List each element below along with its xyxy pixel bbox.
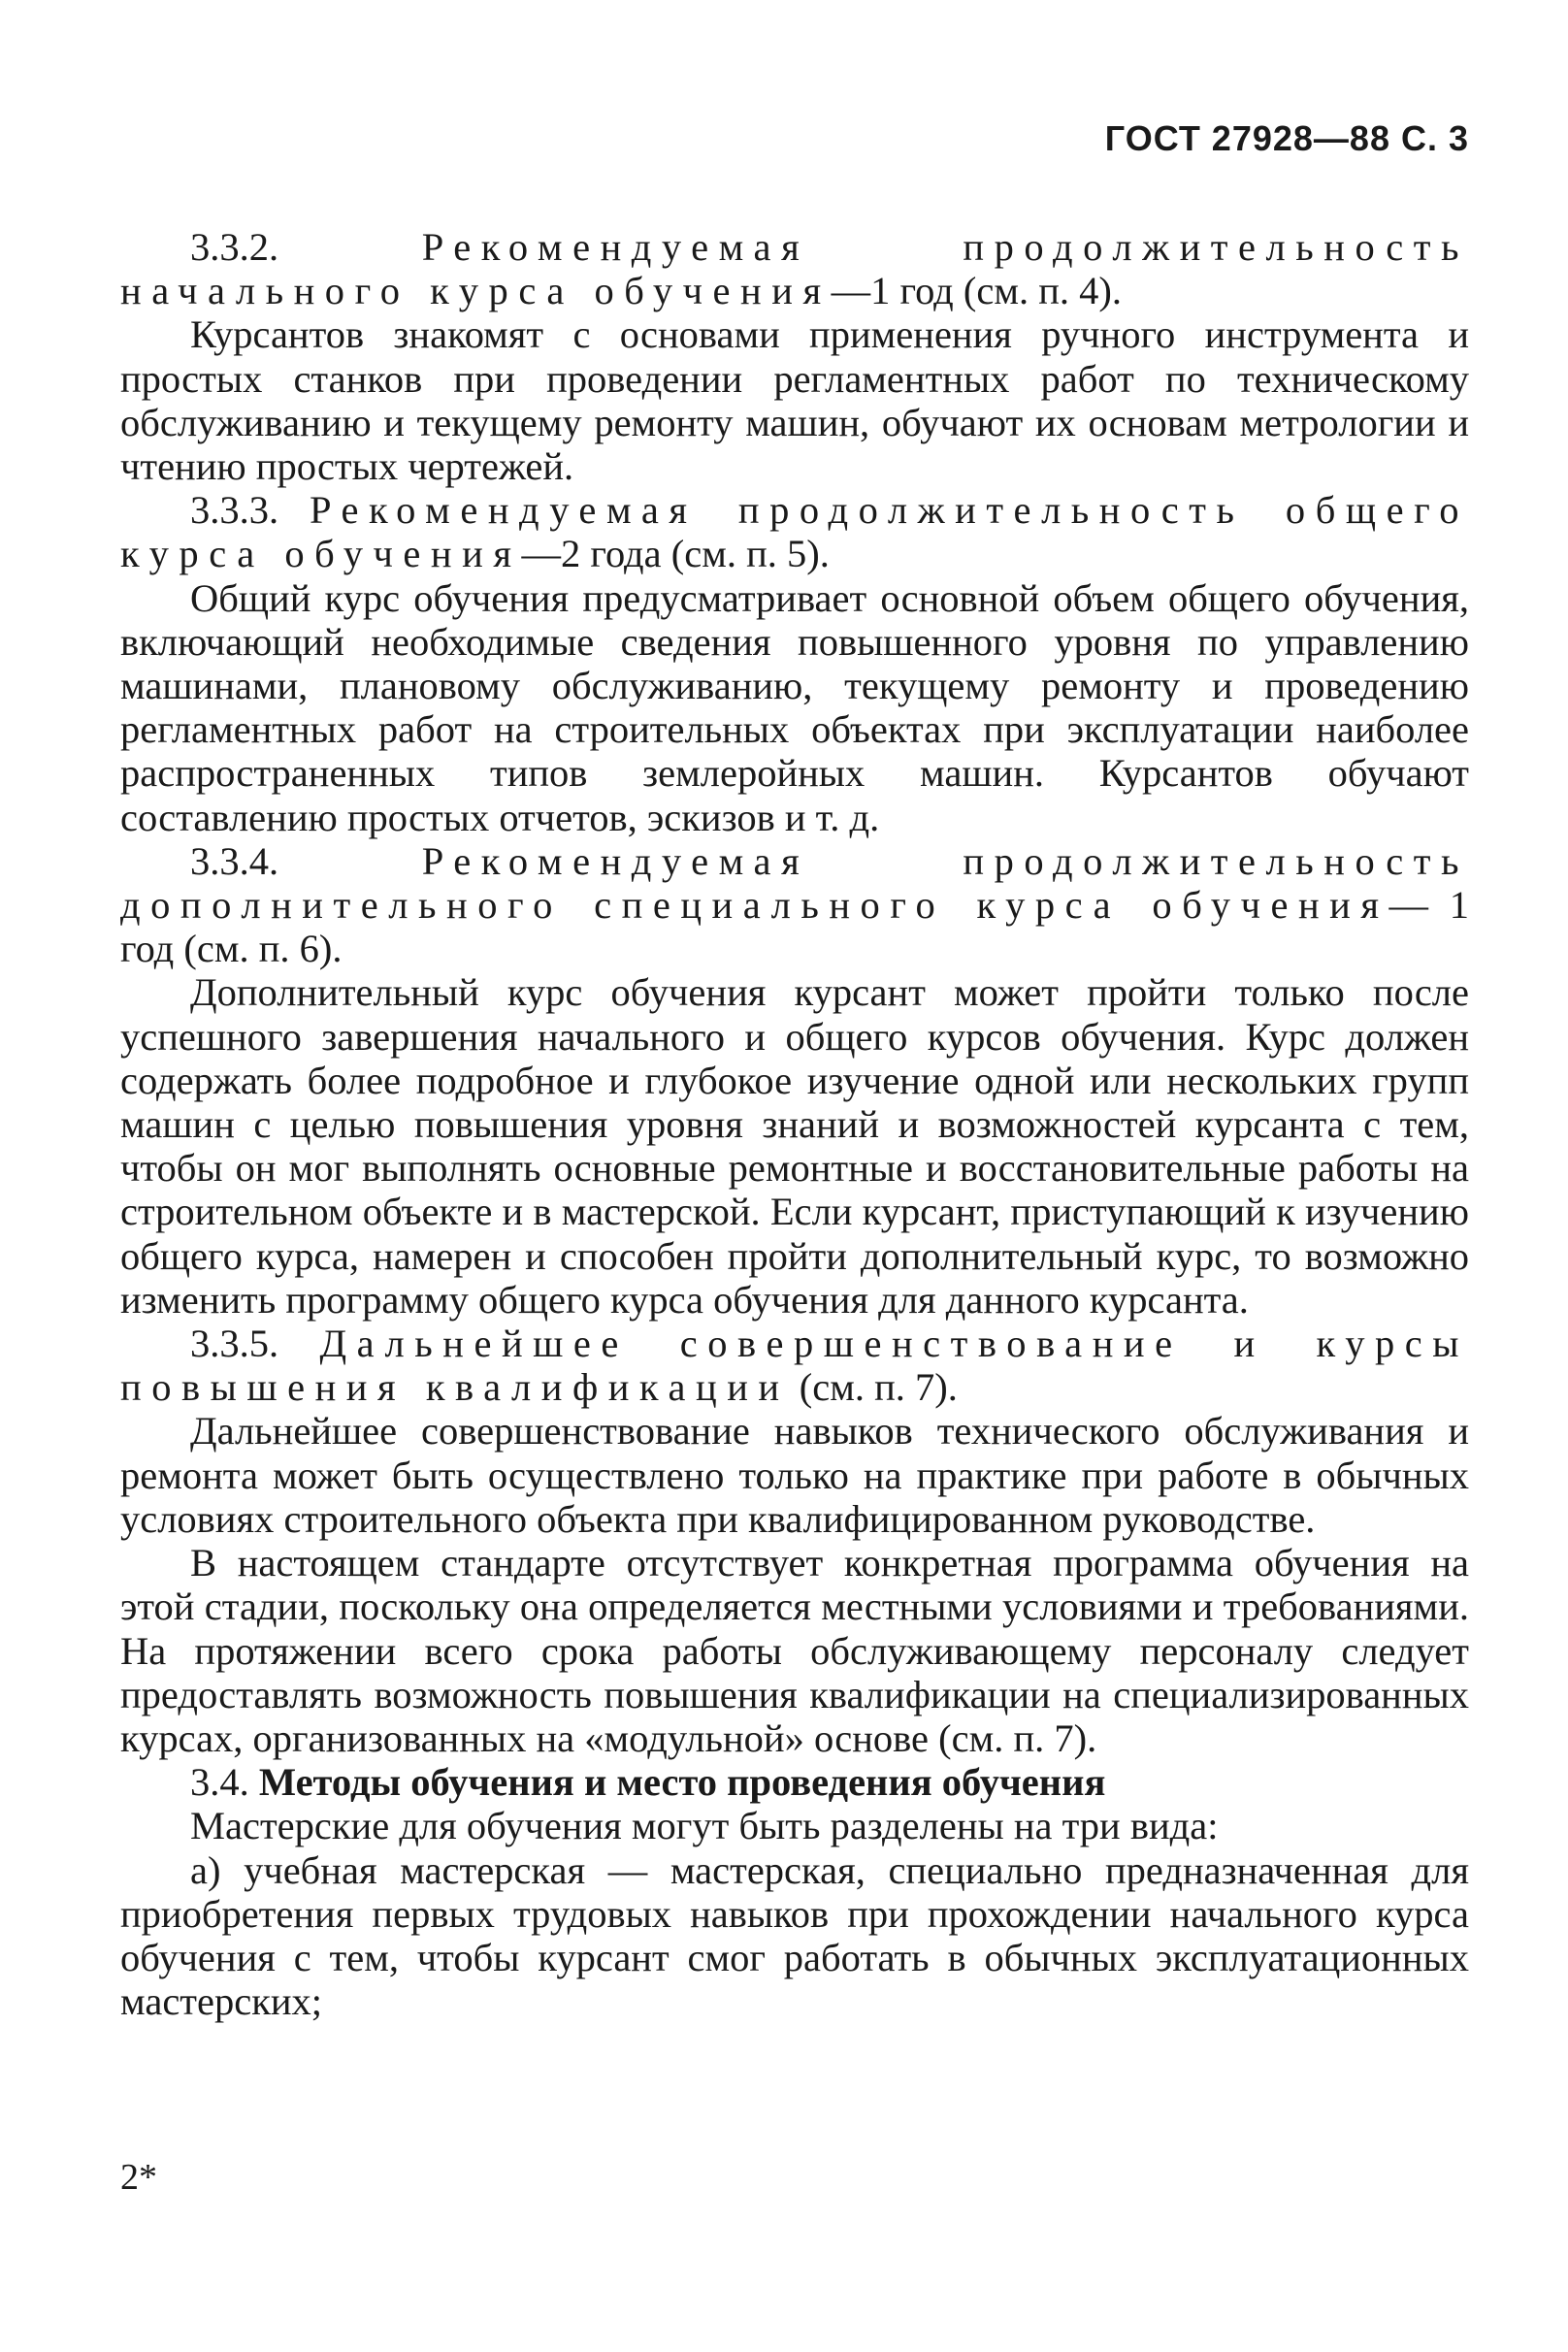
list-item-a: а) учебная мастерская — мастерская, специально предназначенная для приобретения первых трудовых навыков при прохождении начального курса обучения с тем, чтобы курсант смог работать в обычных эксплуатационных мастерских; — [120, 1847, 1469, 2024]
clause-number: 3.3.2. — [190, 225, 279, 269]
paragraph-text: В настоящем стандарте отсутствует конкретная программа обучения на этой стадии, поскольку она определяется местными условиями и требованиями. На протяжении всего срока работы обслуживающему персоналу следует предоставлять возможность повышения квалификации на специализированных курсах, организованных на «модульной» основе (см. п. 7). — [120, 1541, 1469, 1760]
signature-mark: 2* — [120, 2157, 157, 2198]
clause-tail: —2 года (см. п. 5). — [521, 532, 830, 576]
clause-tail: —1 год (см. п. 4). — [831, 269, 1123, 313]
running-header: ГОСТ 27928—88 С. 3 — [1104, 118, 1469, 158]
document-body — [120, 225, 1469, 2023]
clause-number: 3.3.5. — [190, 1322, 279, 1366]
clause-title-spaced: Дальнейшее совершенствование и курсы повышения квалификации — [120, 1322, 1470, 1410]
paragraph-3-3-3 — [120, 488, 1469, 575]
paragraph-3-3-2 — [120, 225, 1469, 312]
clause-title-spaced: Рекомендуемая продолжительность начального курса обучения — [120, 225, 1469, 313]
paragraph-3-3-4 — [120, 839, 1469, 971]
paragraph-text: Дополнительный курс обучения курсант может пройти только после успешного завершения начального и общего курсов обучения. Курс должен содержать более подробное и глубокое изучение одной или нескольких групп машин с целью повышения уровня знаний и возможностей курсанта с тем, чтобы он мог выполнять основные ремонтные и восстановительные работы на строительном объекте и в мастерской. Если курсант, приступающий к изучению общего курса, намерен и способен пройти дополнительный курс, то возможно изменить программу общего курса обучения для данного курсанта. — [120, 970, 1469, 1322]
paragraph-text: Общий курс обучения предусматривает основной объем общего обучения, включающий необходимые сведения повышенного уровня по управлению машинами, плановому обслуживанию, текущему ремонту и проведению регламентных работ на строительных объектах при эксплуатации наиболее распространенных типов землеройных машин. Курсантов обучают составлению простых отчетов, эскизов и т. д. — [120, 575, 1469, 839]
document-page — [120, 0, 1469, 2352]
clause-title-spaced: Рекомендуемая продолжительность общего курса обучения — [120, 488, 1469, 576]
clause-tail: (см. п. 7). — [789, 1365, 958, 1410]
paragraph-text: Мастерские для обучения могут быть разделены на три вида: — [190, 1804, 1219, 1848]
clause-tail: — 1 год (см. п. 6). — [120, 883, 1470, 971]
paragraph-text: Курсантов знакомят с основами применения ручного инструмента и простых станков при проведении регламентных работ по техническому обслуживанию и текущему ремонту машин, обучают их основам метрологии и чтению простых чертежей. — [120, 312, 1469, 489]
clause-number: 3.4. — [190, 1760, 249, 1805]
paragraph-3-3-5 — [120, 1322, 1469, 1409]
section-heading: Методы обучения и место проведения обучения — [258, 1760, 1106, 1805]
paragraph-text: Дальнейшее совершенствование навыков технического обслуживания и ремонта может быть осуществлено только на практике при работе в обычных условиях строительного объекта при квалифицированном руководстве. — [120, 1409, 1469, 1541]
paragraph-3-4 — [120, 1760, 1469, 1804]
clause-number: 3.3.3. — [190, 488, 279, 533]
clause-number: 3.3.4. — [190, 838, 279, 883]
clause-title-spaced: Рекомендуемая продолжительность дополнительного специального курса обучения — [120, 838, 1469, 928]
